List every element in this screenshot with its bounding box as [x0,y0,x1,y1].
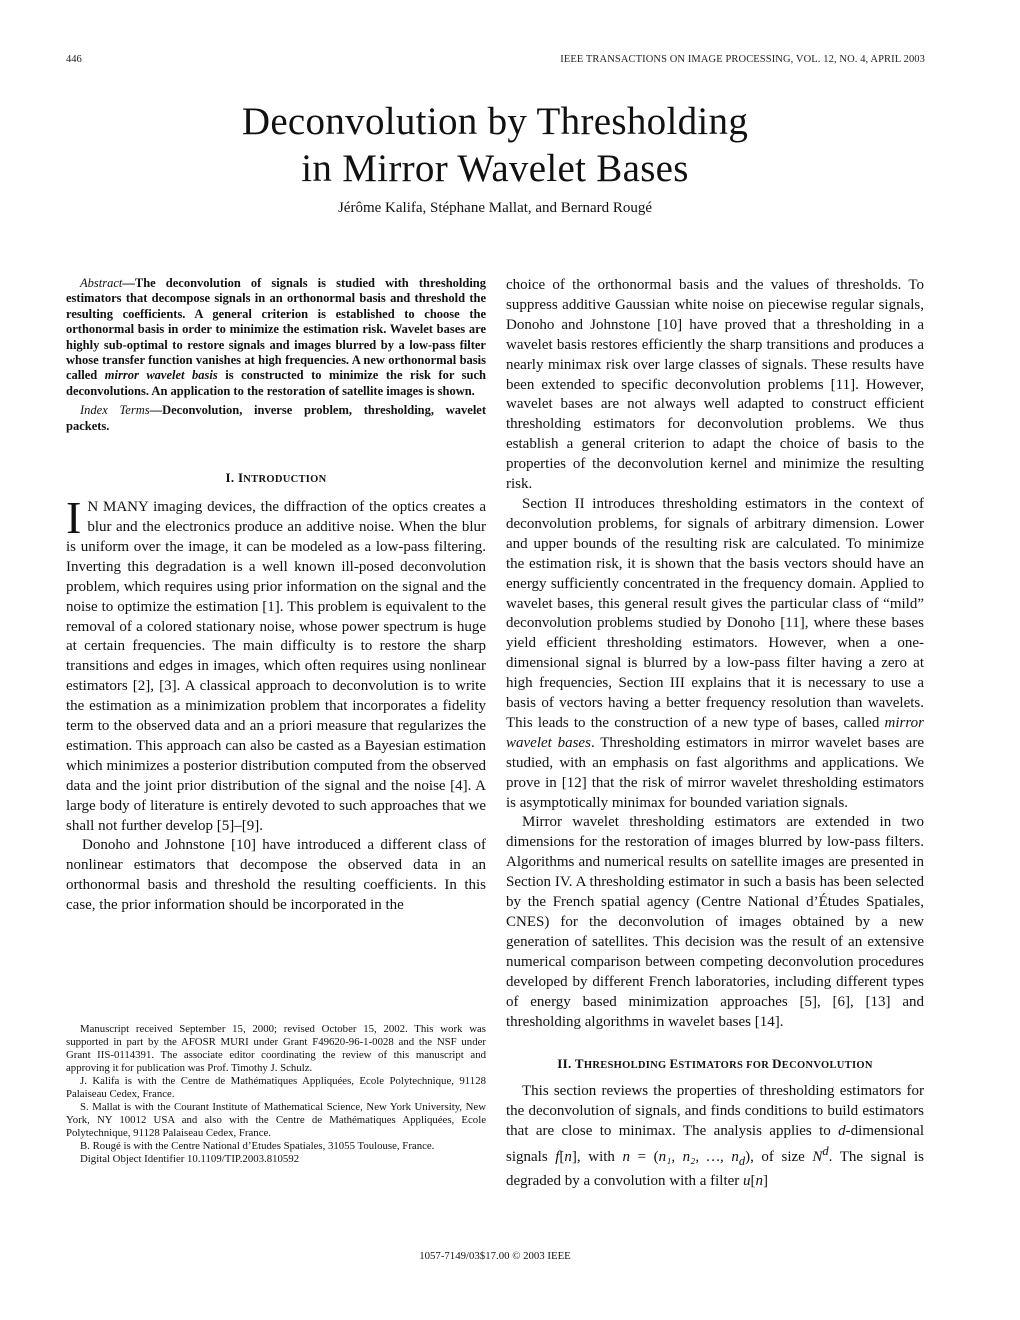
intro-paragraph-1: I N MANY imaging devices, the diffraction of the optics creates a blur and the electronics produce an additive noise. When the blur is uniform over the image, it can be modeled as a low-pass filtering. Inverting this degradation is a well known ill-posed deconvolution problem, which requires using prior information on the signal and the noise to optimize the estimation [1]. This problem is equivalent to the removal of a colored stationary noise, whose power spectrum is huge at certain frequencies. The main difficulty is to restore the sharp transitions and edges in images, which often requires using nonlinear estimators [2], [3]. A classical approach to deconvolution is to write the estimation as a minimization problem that incorporates a fidelity term to the observed data and an a priori measure that regularizes the estimation. This approach can also be casted as a Bayesian estimation which minimizes a posterior distribution computed from the observed data and the joint prior distribution of the signal and the noise [4]. A large body of literature is entirely devoted to such approaches that we shall not further develop [5]–[9]. [66,492,486,834]
copyright-footer: 1057-7149/03$17.00 © 2003 IEEE [419,1250,571,1262]
abstract-label: Abstract [80,276,123,290]
title-line-1: Deconvolution by Thresholding [241,100,749,143]
journal-header: IEEE TRANSACTIONS ON IMAGE PROCESSING, VOL. 12, NO. 4, APRIL 2003 [560,54,925,65]
right-paragraph-1: choice of the orthonormal basis and the values of thresholds. To suppress additive Gaussian white noise on piecewise regular signals, Donoho and Johnstone [10] have proved that a thresholding in a wavelet basis restores efficiently the sharp transitions and produces a nearly minimax risk over large classes of signals. These results have been extended to specific deconvolution problems [11]. However, wavelet bases are not always well adapted to construct efficient thresholding estimators for deconvolution problems. We thus establish a general criterion to adapt the choice of basis to the properties of the deconvolution kernel and minimize the resulting risk. [506,277,924,493]
section2-paragraph-1: This section reviews the properties of thresholding estimators for the deconvolution of signals, and finds conditions to build estimators that are close to minimax. The analysis applies to d-dimensional signals f[n], with n = (n₁, n₂, …, $n_d$), of size $N^d$. The signal is degraded by a convolution with a filter u[n] [506,1083,925,1190]
paper-title [0,98,990,192]
footnote-kalifa: J. Kalifa is with the Centre de Mathématiques Appliquées, Ecole Polytechnique, 91128 Palaiseau Cedex, France. [66,1075,486,1100]
footnote-mallat: S. Mallat is with the Courant Institute of Mathematical Science, New York University, New York, NY 10012 USA and also with the Centre de Mathématiques Appliquées, Ecole Polytechnique, 91128 Palaiseau Cedex, France. [66,1101,486,1139]
index-terms [66,403,486,434]
abstract-text-a: —The deconvolution of signals is studied with thresholding estimators that decompose signals in an orthonormal basis and threshold the resulting coefficients. A general criterion is established to choose the orthonormal basis in order to minimize the estimation risk. Wavelet bases are highly sub-optimal to restore signals and images blurred by a low-pass filter whose transfer function vanishes at high frequencies. A new orthonormal basis called [66,276,486,383]
title-line-2: in Mirror Wavelet Bases [301,147,689,190]
page-number: 446 [66,54,82,65]
left-column [66,276,486,916]
intro-paragraph-2: Donoho and Johnstone [10] have introduced a different class of nonlinear estimators that decompose the observed data in an orthonormal basis and threshold the resulting coefficients. In this case, the prior information should be incorporated in the [66,837,486,914]
footnote-rouge: B. Rougé is with the Centre National d’Etudes Spatiales, 31055 Toulouse, France. [80,1140,435,1152]
section-heading-thresholding: II. THRESHOLDING ESTIMATORS FOR DECONVOLUTION [557,1056,873,1072]
abstract-term: mirror wavelet basis [104,368,218,383]
footnotes [66,1023,486,1166]
index-terms-label: Index Terms [80,403,150,418]
right-column [506,276,924,1192]
author-list: Jérôme Kalifa, Stéphane Mallat, and Bernard Rougé [337,200,653,216]
drop-cap: I [66,492,82,544]
section-heading-introduction: I. INTRODUCTION [225,470,327,486]
right-paragraph-2: Section II introduces thresholding estimators in the context of deconvolution problems, for signals of arbitrary dimension. Lower and upper bounds of the resulting risk are calculated. To minimize the estimation risk, it is shown that the basis vectors should have an energy sufficiently concentrated in the frequency domain. Applied to wavelet bases, this general result gives the particular class of “mild” deconvolution problems studied by Donoho [11], where these bases yield efficient thresholding estimators. However, when a one-dimensional signal is blurred by a low-pass filter having a zero at high frequencies, Section III explains that it is necessary to use a basis of vectors having a better frequency resolution than wavelets. This leads to the construction of a new type of bases, called mirror wavelet bases. Thresholding estimators in mirror wavelet bases are studied, with an emphasis on fast algorithms and applications. We prove in [12] that the risk of mirror wavelet thresholding estimators is asymptotically minimax for bounded variation signals. [506,495,924,811]
abstract [66,276,486,399]
index-terms-text: —Deconvolution, inverse problem, thresholding, wavelet packets. [66,403,486,433]
right-paragraph-3: Mirror wavelet thresholding estimators are extended in two dimensions for the restoration of images blurred by low-pass filters. Algorithms and numerical results on satellite images are presented in Section IV. A thresholding estimator in such a basis has been selected by the French spatial agency (Centre National d’Études Spatiales, CNES) for the deconvolution of images obtained by a new generation of satellites. This decision was the result of an extensive numerical comparison between competing deconvolution procedures developed by different French laboratories, including different types of energy based minimization approaches [5], [6], [13] and thresholding algorithms in wavelet bases [14]. [506,814,924,1030]
footnote-doi: Digital Object Identifier 10.1109/TIP.2003.810592 [80,1153,300,1165]
footnote-manuscript: Manuscript received September 15, 2000; revised October 15, 2002. This work was supported in part by the AFOSR MURI under Grant F49620-96-1-0028 and the NSF under Grant IIS-0114391. The associate editor coordinating the review of this manuscript and approving it for publication was Prof. Timothy J. Schulz. [66,1023,486,1074]
abstract-text-b: is constructed to minimize the risk for such deconvolutions. An application to the restoration of satellite images is shown. [66,368,486,398]
